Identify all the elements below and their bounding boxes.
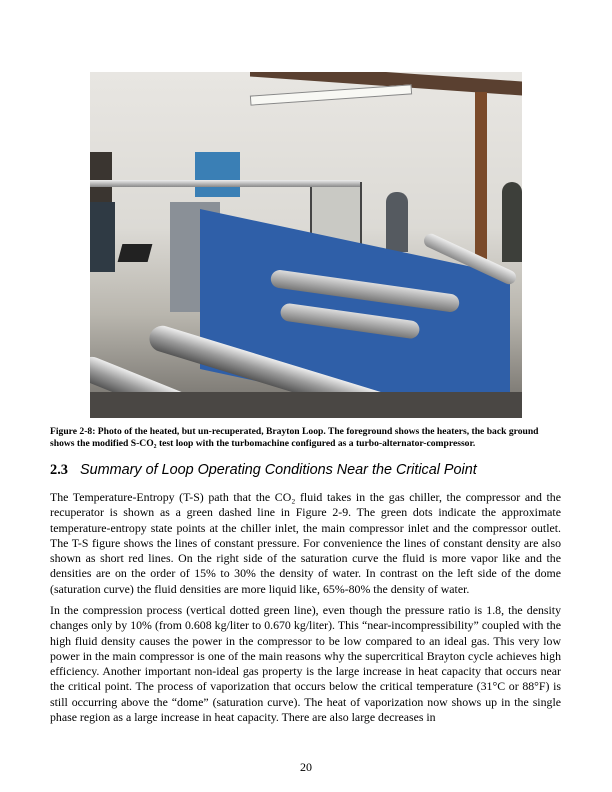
person-center [386, 192, 408, 252]
laptop [118, 244, 153, 262]
page-number: 20 [300, 760, 312, 774]
figure-caption: Figure 2-8: Photo of the heated, but un-recuperated, Brayton Loop. The foreground shows the heaters, the back ground shows the modified S-CO₂ test loop with the turbomachine configured as a turbo-alternator-compressor. [50, 426, 539, 450]
floor [90, 392, 522, 418]
blue-equipment [195, 152, 240, 197]
ceiling-light [250, 84, 412, 105]
body-paragraph: The Temperature-Entropy (T-S) path that the CO₂ fluid takes in the gas chiller, the compressor and the recuperator is shown as a green dashed line in Figure 2-9. The green dots indicate the approximate temperature-entropy state points at the chiller inlet, the main compressor inlet and the compressor outlet. The T-S figure shows the lines of constant pressure. For convenience the lines of constant density are also shown as short red lines. On the right side of the saturation curve the fluid is more vapor like and the densities are on the order of 15% to 30% the density of water. In contrast on the left side of the dome (saturation curve) the fluid densities are more liquid like, 65%-80% the density of water. [50, 490, 561, 596]
body-paragraph: In the compression process (vertical dotted green line), even though the pressure ratio is 1.8, the density changes only by 10% (from 0.608 kg/liter to 0.670 kg/liter). This “near-incompressibility” coupled with the high fluid density causes the power in the compressor to be low compared to an ideal gas. This very low power in the main compressor is one of the main reasons why the supercritical Brayton cycle achieves high efficiency. Another important non-ideal gas property is the large increase in heat capacity that occurs near the critical point. The process of vaporization that occurs below the critical temperature (31°C or 88°F) is still occurring above the “dome” (saturation curve). The heat of vaporization now shows up in the single phase region as a large increase in heat capacity. There are also large decreases in [50, 603, 561, 725]
section-heading [50, 462, 477, 479]
person-left [90, 202, 115, 272]
person-right [502, 182, 522, 262]
pipe-upper [90, 180, 360, 187]
section-title: Summary of Loop Operating Conditions Near the Critical Point [80, 462, 477, 478]
section-number: 2.3 [50, 462, 68, 478]
brayton-loop-photo [90, 72, 522, 418]
